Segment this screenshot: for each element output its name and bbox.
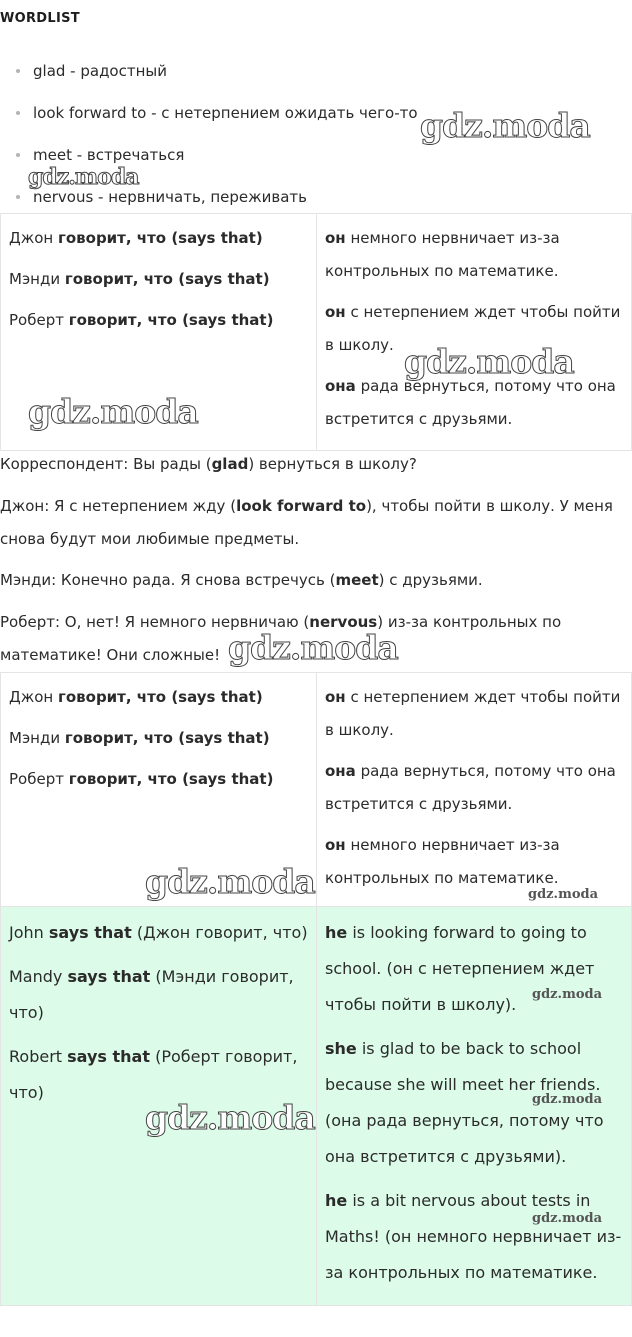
watermark: gdz.moda	[404, 342, 574, 381]
table-cell-left	[1, 907, 317, 1306]
watermark: gdz.moda	[228, 628, 398, 667]
statement-line: она рада вернуться, потому что она встретится с друзьями.	[325, 377, 616, 428]
table-cell-right	[317, 214, 632, 451]
statement-line: he is a bit nervous about tests in Maths! (он немного нервничает из-за контрольных по математике.	[325, 1191, 622, 1282]
list-item: nervous - нервничать, переживать	[0, 184, 418, 226]
statement-line: he is looking forward to going to school. (он с нетерпением ждет чтобы пойти в школу).	[325, 923, 595, 1014]
statement-line: он немного нервничает из-за контрольных по математике.	[325, 836, 560, 887]
speaker-line: Mandy says that (Мэнди говорит, что)	[9, 967, 294, 1022]
speaker-line: Роберт говорит, что (says that)	[9, 311, 274, 329]
table-cell-right	[317, 673, 632, 910]
watermark: gdz.moda	[532, 1092, 603, 1107]
speaker-line: Мэнди говорит, что (says that)	[9, 729, 270, 747]
answer-table	[0, 906, 632, 1306]
list-item: glad - радостный	[0, 58, 418, 100]
speaker-line: Robert says that (Роберт говорит, что)	[9, 1047, 298, 1102]
table-cell-left	[1, 214, 317, 451]
watermark: gdz.moda	[532, 1211, 603, 1226]
matching-table-2	[0, 672, 632, 910]
speaker-line: Джон говорит, что (says that)	[9, 688, 263, 706]
watermark: gdz.moda	[145, 862, 315, 901]
list-item: meet - встречаться	[0, 142, 418, 184]
statement-line: он с нетерпением ждет чтобы пойти в школу.	[325, 303, 621, 354]
watermark: gdz.moda	[532, 987, 603, 1002]
table-cell-left	[1, 673, 317, 910]
watermark: gdz.moda	[528, 887, 599, 902]
speaker-line: Мэнди говорит, что (says that)	[9, 270, 270, 288]
statement-line: он с нетерпением ждет чтобы пойти в школу.	[325, 688, 621, 739]
list-item: look forward to - с нетерпением ожидать чего-то	[0, 100, 418, 142]
speaker-line: Джон говорит, что (says that)	[9, 229, 263, 247]
dialogue-line: Корреспондент: Вы рады (glad) вернуться в школу?	[0, 455, 417, 473]
table-cell-right	[317, 907, 632, 1306]
matching-table-1	[0, 213, 632, 451]
watermark: gdz.moda	[28, 392, 198, 431]
wordlist	[0, 58, 418, 226]
statement-line: she is glad to be back to school because she will meet her friends. (она рада вернуться, потому что она встретится с друзьями).	[325, 1039, 604, 1166]
speaker-line: John says that (Джон говорит, что)	[9, 923, 308, 942]
speaker-line: Роберт говорит, что (says that)	[9, 770, 274, 788]
statement-line: она рада вернуться, потому что она встретится с друзьями.	[325, 762, 616, 813]
watermark: gdz.moda	[420, 106, 590, 145]
statement-line: он немного нервничает из-за контрольных по математике.	[325, 229, 560, 280]
watermark: gdz.moda	[145, 1098, 315, 1137]
dialogue-line: Джон: Я с нетерпением жду (look forward to), чтобы пойти в школу. У меня снова будут мои любимые предметы.	[0, 497, 613, 548]
dialogue-line: Роберт: О, нет! Я немного нервничаю (nervous) из-за контрольных по математике! Они сложные!	[0, 613, 562, 664]
dialogue-line: Мэнди: Конечно рада. Я снова встречусь (meet) с друзьями.	[0, 571, 483, 589]
wordlist-heading: WORDLIST	[0, 11, 80, 26]
watermark: gdz.moda	[28, 164, 139, 190]
